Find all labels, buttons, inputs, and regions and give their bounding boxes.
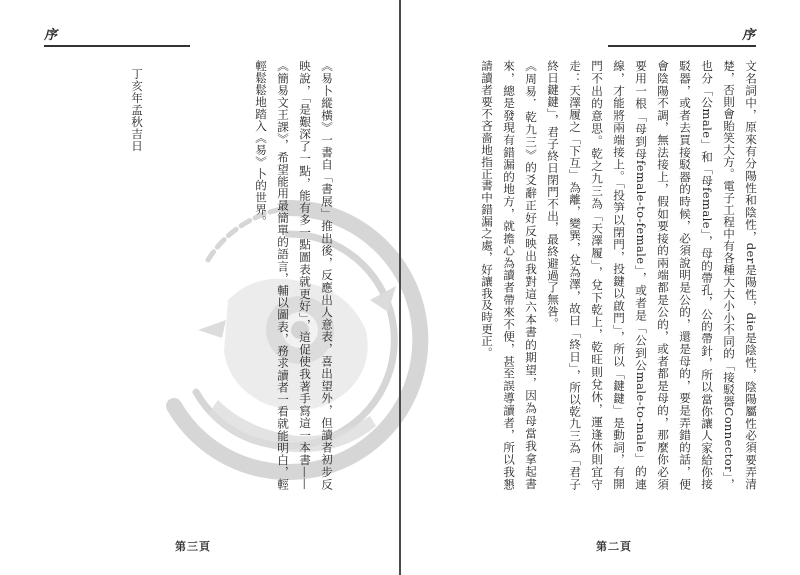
preface-date: 丁亥年孟秋吉日 (130, 68, 144, 152)
left-page-number: 第三頁 (175, 540, 211, 553)
left-page-header: 序 (44, 28, 58, 43)
body-paragraph: 《周易．乾九三》的爻辭正好反映出我對這六本書的期望，因為母當我拿起書來，總是發現有錯漏的地方，就擔心為讀者帶來不便，甚至誤導讀者，所以我懇請讀者要不吝嗇地指正書中錯漏之處，好讓我及時更正。 (480, 60, 538, 490)
body-paragraph: 文名詞中，原來有分陽性和陰性，der是陽性，die是陰性，陰陽屬性必須要弄清楚，否則會貽笑大方。電子工程中有各種大大小小不同的「接駁器Connector」，也分「公male」和「母female」，母的帶孔，公的帶針，所以當你讓人家給你接駁器，或者去買接駁器的時候，必須說明是公的，還是母的，要是弄錯的話，便會陰陽不調，無法接上，假如要接的兩端都是公的，或者都是母的，那麼你必須要用一根「母到母female-to-female」，或者是「公到公male-to-male」的連線，才能將兩端接上。「投笋以閉門，投鍵以啟門」，所以「鍵鍵」是動詞，有開門不出的意思。乾之九三為「天澤履」，兌下乾上，乾旺則兌休，運逢休則宜守走：天澤履之「下互」為離，變巽，兌為澤，故曰「終日」，所以乾九三為「君子終日鍵鍵」，君子終日閉門不出，最終避過了無咎。 (546, 60, 758, 490)
right-body-text (480, 60, 762, 490)
left-date-block (108, 60, 148, 498)
right-page (400, 0, 800, 575)
right-header-rule (608, 45, 756, 47)
right-page-number: 第二頁 (596, 540, 632, 553)
left-body-text (188, 60, 338, 490)
left-header-rule (44, 45, 190, 47)
right-page-header: 序 (742, 28, 756, 43)
preface-paragraph: 《易卜縱橫》一書自「書展」推出後，反應出人意表，喜出望外，但讀者初步反映說，「是艱深了一點，能有多一點圖表就更好」，這促使我著手寫這一本書——《簡易文王課》，希望能用最簡單的語言，輔以圖表，務求讀者一看就能明白，輕輕鬆鬆地踏入《易》卜的世界。 (254, 60, 334, 490)
